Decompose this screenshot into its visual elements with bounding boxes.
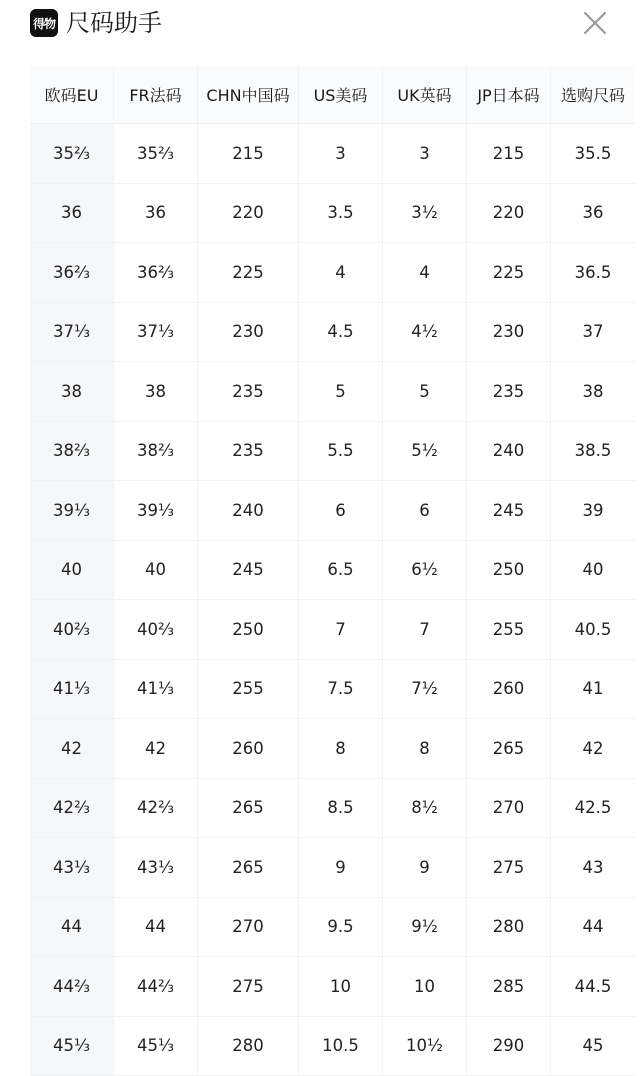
table-cell: 40 <box>30 541 114 601</box>
table-cell: 9½ <box>383 898 467 958</box>
table-row <box>30 124 640 184</box>
table-cell: 260 <box>198 719 299 779</box>
table-cell: 9 <box>299 838 383 898</box>
table-cell: 36⅔ <box>30 243 114 303</box>
table-cell: 280 <box>198 1017 299 1076</box>
table-row <box>30 779 640 839</box>
table-cell: 42 <box>114 719 198 779</box>
close-icon <box>580 8 610 38</box>
close-button[interactable] <box>580 8 610 38</box>
table-cell: 45⅓ <box>114 1017 198 1076</box>
table-cell: 260 <box>467 660 551 720</box>
table-cell: 36⅔ <box>114 243 198 303</box>
table-cell: 9.5 <box>299 898 383 958</box>
table-cell: 265 <box>198 779 299 839</box>
column-header: FR法码 <box>114 66 198 124</box>
table-cell: 42⅔ <box>30 779 114 839</box>
table-cell: 220 <box>198 184 299 244</box>
table-cell: 42 <box>551 719 635 779</box>
table-cell: 9 <box>383 838 467 898</box>
table-row <box>30 600 640 660</box>
table-cell: 40 <box>551 541 635 601</box>
table-cell: 215 <box>198 124 299 184</box>
table-cell: 245 <box>467 481 551 541</box>
table-cell: 43⅓ <box>114 838 198 898</box>
column-header: CHN中国码 <box>198 66 299 124</box>
table-cell: 220 <box>467 184 551 244</box>
table-cell: 44⅔ <box>114 957 198 1017</box>
table-row <box>30 481 640 541</box>
table-cell: 35.5 <box>551 124 635 184</box>
table-cell: 35⅔ <box>114 124 198 184</box>
table-cell: 6.5 <box>299 541 383 601</box>
table-cell: 280 <box>467 898 551 958</box>
table-cell: 41 <box>551 660 635 720</box>
table-cell: 44 <box>114 898 198 958</box>
table-cell: 10 <box>383 957 467 1017</box>
table-cell: 36 <box>114 184 198 244</box>
table-cell: 45⅓ <box>30 1017 114 1076</box>
table-cell: 4.5 <box>299 303 383 363</box>
table-cell: 5.5 <box>299 422 383 482</box>
table-cell: 8½ <box>383 779 467 839</box>
table-cell: 39 <box>551 481 635 541</box>
table-cell: 3.5 <box>299 184 383 244</box>
table-cell: 40⅔ <box>30 600 114 660</box>
table-cell: 38.5 <box>551 422 635 482</box>
table-row <box>30 362 640 422</box>
table-cell: 44.5 <box>551 957 635 1017</box>
table-cell: 230 <box>198 303 299 363</box>
table-cell: 40.5 <box>551 600 635 660</box>
size-chart-table <box>30 66 640 1076</box>
table-cell: 39⅓ <box>30 481 114 541</box>
table-cell: 36 <box>30 184 114 244</box>
table-cell: 10.5 <box>299 1017 383 1076</box>
table-cell: 250 <box>467 541 551 601</box>
table-cell: 225 <box>198 243 299 303</box>
table-cell: 37⅓ <box>114 303 198 363</box>
table-cell: 8 <box>299 719 383 779</box>
table-cell: 44⅔ <box>30 957 114 1017</box>
page-title: 尺码助手 <box>66 8 162 38</box>
table-cell: 235 <box>198 422 299 482</box>
column-header: 欧码EU <box>30 66 114 124</box>
table-cell: 38 <box>30 362 114 422</box>
table-cell: 245 <box>198 541 299 601</box>
table-cell: 42 <box>30 719 114 779</box>
table-cell: 35⅔ <box>30 124 114 184</box>
table-cell: 36.5 <box>551 243 635 303</box>
table-cell: 44 <box>551 898 635 958</box>
table-cell: 40⅔ <box>114 600 198 660</box>
table-cell: 6 <box>299 481 383 541</box>
table-cell: 290 <box>467 1017 551 1076</box>
column-header: UK英码 <box>383 66 467 124</box>
table-cell: 6 <box>383 481 467 541</box>
table-cell: 255 <box>467 600 551 660</box>
table-cell: 10½ <box>383 1017 467 1076</box>
table-cell: 240 <box>198 481 299 541</box>
table-cell: 270 <box>467 779 551 839</box>
table-cell: 285 <box>467 957 551 1017</box>
table-cell: 40 <box>114 541 198 601</box>
table-cell: 39⅓ <box>114 481 198 541</box>
table-row <box>30 243 640 303</box>
table-cell: 255 <box>198 660 299 720</box>
column-header: US美码 <box>299 66 383 124</box>
table-cell: 38 <box>551 362 635 422</box>
table-row <box>30 660 640 720</box>
table-cell: 275 <box>467 838 551 898</box>
table-cell: 5 <box>299 362 383 422</box>
table-cell: 275 <box>198 957 299 1017</box>
table-row <box>30 184 640 244</box>
table-cell: 3 <box>299 124 383 184</box>
table-cell: 38⅔ <box>30 422 114 482</box>
table-cell: 38⅔ <box>114 422 198 482</box>
table-cell: 42.5 <box>551 779 635 839</box>
table-cell: 4 <box>299 243 383 303</box>
table-cell: 7 <box>299 600 383 660</box>
table-row <box>30 898 640 958</box>
table-cell: 37 <box>551 303 635 363</box>
table-row <box>30 1017 640 1076</box>
header <box>0 0 640 50</box>
table-cell: 8.5 <box>299 779 383 839</box>
table-cell: 225 <box>467 243 551 303</box>
table-row <box>30 957 640 1017</box>
table-cell: 36 <box>551 184 635 244</box>
table-row <box>30 422 640 482</box>
table-row <box>30 719 640 779</box>
table-cell: 5 <box>383 362 467 422</box>
table-cell: 250 <box>198 600 299 660</box>
table-cell: 6½ <box>383 541 467 601</box>
table-cell: 7 <box>383 600 467 660</box>
table-cell: 43 <box>551 838 635 898</box>
table-cell: 5½ <box>383 422 467 482</box>
table-cell: 38 <box>114 362 198 422</box>
table-cell: 240 <box>467 422 551 482</box>
table-cell: 37⅓ <box>30 303 114 363</box>
table-cell: 265 <box>198 838 299 898</box>
table-cell: 4½ <box>383 303 467 363</box>
column-header: JP日本码 <box>467 66 551 124</box>
table-cell: 43⅓ <box>30 838 114 898</box>
table-cell: 230 <box>467 303 551 363</box>
table-cell: 7½ <box>383 660 467 720</box>
table-cell: 265 <box>467 719 551 779</box>
table-cell: 44 <box>30 898 114 958</box>
table-header-row <box>30 66 640 124</box>
table-cell: 235 <box>467 362 551 422</box>
table-cell: 4 <box>383 243 467 303</box>
table-row <box>30 838 640 898</box>
table-cell: 41⅓ <box>114 660 198 720</box>
column-header: 选购尺码 <box>551 66 635 124</box>
table-cell: 10 <box>299 957 383 1017</box>
table-cell: 8 <box>383 719 467 779</box>
table-row <box>30 541 640 601</box>
app-logo: 得物 <box>30 9 58 37</box>
table-cell: 215 <box>467 124 551 184</box>
table-cell: 7.5 <box>299 660 383 720</box>
table-cell: 41⅓ <box>30 660 114 720</box>
table-cell: 3½ <box>383 184 467 244</box>
table-cell: 3 <box>383 124 467 184</box>
table-cell: 45 <box>551 1017 635 1076</box>
table-cell: 235 <box>198 362 299 422</box>
table-cell: 270 <box>198 898 299 958</box>
table-row <box>30 303 640 363</box>
table-cell: 42⅔ <box>114 779 198 839</box>
